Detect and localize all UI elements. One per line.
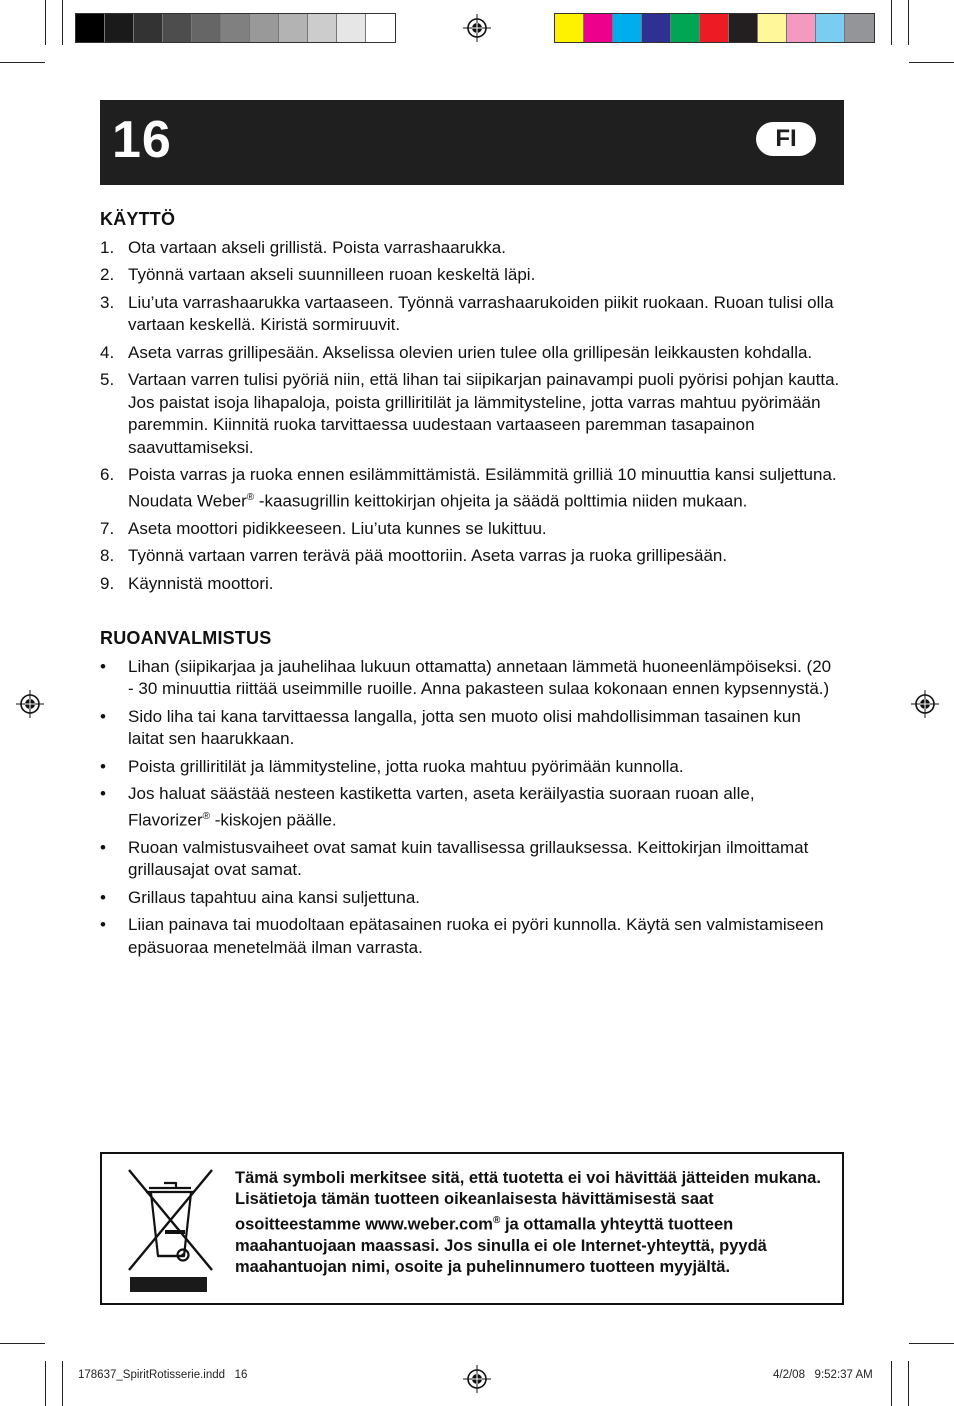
registration-mark-icon bbox=[463, 1365, 491, 1393]
process-color-bar bbox=[554, 13, 875, 43]
step-number: 6. bbox=[100, 465, 115, 484]
color-swatch bbox=[134, 14, 163, 42]
color-swatch bbox=[163, 14, 192, 42]
step-text: Aseta varras grillipesään. Akselissa olevien urien tulee olla grillipesän leikkausten kohdalla. bbox=[128, 342, 813, 362]
cooking-section bbox=[100, 627, 840, 959]
step-number: 3. bbox=[100, 292, 115, 312]
notice-text-after: ja ottamalla yhteyttä tuotteen maahantuojaan maassasi. Jos sinulla ei ole Internet-yhteyttä, pyydä maahantuojan nimi, osoite ja puhelinnumero tuotteen myyjältä. bbox=[235, 1215, 767, 1276]
cooking-tip bbox=[100, 656, 840, 701]
color-swatch bbox=[758, 14, 787, 42]
usage-step bbox=[100, 237, 840, 260]
slug-filename: 178637_SpiritRotisserie.indd 16 bbox=[78, 1369, 248, 1381]
notice-text-before: Tämä symboli merkitsee sitä, että tuotetta ei voi hävittää jätteiden mukana. Lisätietoja tämän tuotteen oikeanlaisesta hävittämisestä saat osoitteestamme www.weber.com bbox=[235, 1169, 821, 1234]
crop-mark bbox=[908, 0, 909, 45]
registration-mark-icon bbox=[463, 14, 491, 42]
tip-text: Ruoan valmistusvaiheet ovat samat kuin tavallisessa grillauksessa. Keittokirjan ilmoittamat grillausajat ovat samat. bbox=[128, 837, 809, 880]
step-number: 9. bbox=[100, 573, 115, 593]
cooking-tip bbox=[100, 756, 840, 779]
usage-step bbox=[100, 464, 840, 513]
registered-mark: ® bbox=[202, 810, 210, 822]
color-swatch bbox=[366, 14, 395, 42]
crop-mark bbox=[45, 0, 46, 45]
usage-step bbox=[100, 292, 840, 337]
tip-text: Jos haluat säästää nesteen kastiketta varten, aseta keräilyastia suoraan ruoan alle, Flavorizer bbox=[128, 784, 755, 830]
color-swatch bbox=[816, 14, 845, 42]
bullet-icon: • bbox=[100, 784, 106, 804]
bullet-icon: • bbox=[100, 915, 106, 935]
disposal-notice-text bbox=[235, 1168, 830, 1278]
tip-text: Liian painava tai muodoltaan epätasainen ruoka ei pyöri kunnolla. Käytä sen valmistamiseen epäsuoraa menetelmää ilman varrasta. bbox=[128, 915, 824, 957]
cooking-tips-list bbox=[100, 656, 840, 960]
registered-mark: ® bbox=[492, 1215, 501, 1226]
usage-heading: KÄYTTÖ bbox=[100, 209, 176, 229]
color-swatch bbox=[671, 14, 700, 42]
color-swatch bbox=[700, 14, 729, 42]
color-swatch bbox=[308, 14, 337, 42]
usage-step bbox=[100, 342, 840, 365]
crop-mark bbox=[891, 1361, 892, 1406]
tip-text: Grillaus tapahtuu aina kansi suljettuna. bbox=[128, 887, 421, 907]
step-number: 5. bbox=[100, 370, 115, 389]
crop-mark bbox=[62, 0, 63, 45]
usage-step bbox=[100, 545, 840, 568]
step-number: 2. bbox=[100, 265, 115, 284]
color-swatch bbox=[337, 14, 366, 42]
tip-text: Poista grilliritilät ja lämmitysteline, jotta ruoka mahtuu pyörimään kunnolla. bbox=[128, 756, 684, 776]
cooking-tip bbox=[100, 914, 840, 959]
step-text: Poista varras ja ruoka ennen esilämmittämistä. Esilämmitä grilliä 10 minuuttia kansi suljettuna. Noudata Weber bbox=[128, 465, 837, 511]
disposal-notice bbox=[100, 1152, 844, 1305]
color-swatch bbox=[845, 14, 874, 42]
step-text: Työnnä vartaan akseli suunnilleen ruoan keskeltä läpi. bbox=[128, 265, 536, 284]
page-number: 16 bbox=[112, 111, 172, 169]
step-number: 4. bbox=[100, 342, 115, 362]
step-text: Työnnä vartaan varren terävä pää moottoriin. Aseta varras ja ruoka grillipesään. bbox=[128, 546, 728, 566]
color-swatch bbox=[105, 14, 134, 42]
color-swatch bbox=[279, 14, 308, 42]
step-text-continued: -kaasugrillin keittokirjan ohjeita ja säädä polttimia niiden mukaan. bbox=[254, 491, 748, 511]
tip-text: Sido liha tai kana tarvittaessa langalla, jotta sen muoto olisi mahdollisimman tasainen kun laitat sen haarukkaan. bbox=[128, 706, 801, 749]
bullet-icon: • bbox=[100, 656, 106, 676]
crop-mark bbox=[0, 62, 45, 63]
registration-mark-icon bbox=[911, 690, 939, 718]
color-swatch bbox=[613, 14, 642, 42]
color-swatch bbox=[584, 14, 613, 42]
step-text: Ota vartaan akseli grillistä. Poista varrashaarukka. bbox=[128, 237, 506, 257]
usage-step bbox=[100, 518, 840, 541]
color-swatch bbox=[642, 14, 671, 42]
usage-section bbox=[100, 208, 840, 595]
bullet-icon: • bbox=[100, 706, 106, 726]
step-number: 1. bbox=[100, 237, 115, 257]
tip-text-continued: -kiskojen päälle. bbox=[210, 810, 337, 830]
usage-step bbox=[100, 573, 840, 596]
page-content bbox=[100, 208, 840, 964]
bullet-icon: • bbox=[100, 756, 106, 776]
bullet-icon: • bbox=[100, 837, 106, 857]
usage-step bbox=[100, 369, 840, 459]
color-swatch bbox=[555, 14, 584, 42]
usage-steps-list bbox=[100, 237, 840, 596]
bullet-icon: • bbox=[100, 887, 106, 907]
cooking-tip bbox=[100, 837, 840, 882]
color-swatch bbox=[787, 14, 816, 42]
cooking-heading: RUOANVALMISTUS bbox=[100, 628, 272, 649]
color-swatch bbox=[76, 14, 105, 42]
color-swatch bbox=[250, 14, 279, 42]
step-number: 8. bbox=[100, 546, 115, 566]
crop-mark bbox=[909, 62, 954, 63]
page-header bbox=[100, 100, 844, 185]
crop-mark bbox=[45, 1361, 46, 1406]
cooking-tip bbox=[100, 887, 840, 910]
step-number: 7. bbox=[100, 518, 115, 538]
step-text: Vartaan varren tulisi pyöriä niin, että lihan tai siipikarjan painavampi puoli pyörisi pohjan kautta. Jos paistat isoja lihapaloja, poista grilliritilät ja lämmitysteline, jotta varras mahtuu pyörimään paremmin. Kiinnitä ruoka tarvittaessa uudestaan vartaaseen paremman tasapainon saavuttamiseksi. bbox=[128, 370, 840, 457]
registration-mark-icon bbox=[16, 690, 44, 718]
cooking-tip bbox=[100, 706, 840, 751]
language-badge: FI bbox=[756, 122, 816, 156]
crop-mark bbox=[891, 0, 892, 45]
crop-mark bbox=[909, 1343, 954, 1344]
slug-timestamp: 4/2/08 9:52:37 AM bbox=[773, 1369, 873, 1381]
step-text: Liu’uta varrashaarukka vartaaseen. Työnnä varrashaarukoiden piikit ruokaan. Ruoan tulisi olla vartaan keskellä. Kiristä sormiruuvit. bbox=[128, 292, 834, 334]
tip-text: Lihan (siipikarjaa ja jauhelihaa lukuun ottamatta) annetaan lämmetä huoneenlämpöiseksi. (20 - 30 minuuttia riittää useimmille ruoille. Anna pakasteen sulaa kokonaan ennen kypsennystä.) bbox=[128, 656, 832, 699]
crossed-out-wheelie-bin-icon bbox=[124, 1164, 216, 1294]
crop-mark bbox=[62, 1361, 63, 1406]
step-text: Aseta moottori pidikkeeseen. Liu’uta kunnes se lukittuu. bbox=[128, 518, 547, 538]
color-swatch bbox=[221, 14, 250, 42]
grayscale-color-bar bbox=[75, 13, 396, 43]
usage-step bbox=[100, 264, 840, 287]
crop-mark bbox=[0, 1343, 45, 1344]
step-text: Käynnistä moottori. bbox=[128, 573, 274, 593]
crop-mark bbox=[908, 1361, 909, 1406]
color-swatch bbox=[729, 14, 758, 42]
color-swatch bbox=[192, 14, 221, 42]
registered-mark: ® bbox=[246, 491, 255, 503]
cooking-tip bbox=[100, 783, 840, 832]
